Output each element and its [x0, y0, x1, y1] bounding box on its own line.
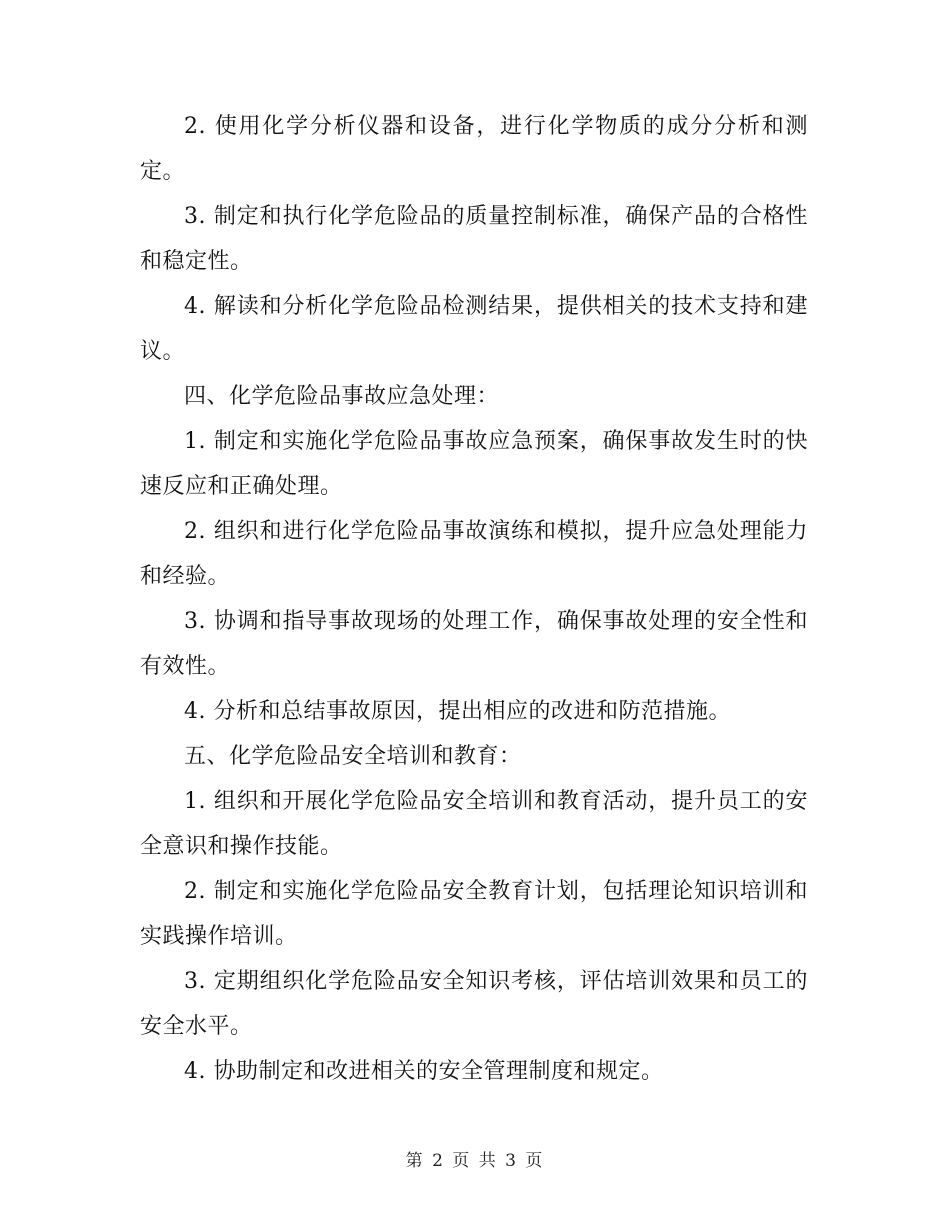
paragraph: 4. 分析和总结事故原因，提出相应的改进和防范措施。 [184, 699, 731, 724]
paragraph: 2. 制定和实施化学危险品安全教育计划，包括理论知识培训和实践操作培训。 [140, 879, 808, 949]
page-footer: 第 2 页 共 3 页 [405, 1151, 545, 1171]
paragraph: 1. 制定和实施化学危险品事故应急预案，确保事故发生时的快速反应和正确处理。 [140, 429, 808, 499]
paragraph: 2. 使用化学分析仪器和设备，进行化学物质的成分分析和测定。 [140, 114, 808, 184]
paragraph: 4. 解读和分析化学危险品检测结果，提供相关的技术支持和建议。 [140, 294, 808, 364]
paragraph: 4. 协助制定和改进相关的安全管理制度和规定。 [184, 1059, 664, 1084]
document-body [140, 104, 808, 1094]
section-heading: 四、化学危险品事故应急处理： [184, 384, 500, 409]
paragraph: 3. 制定和执行化学危险品的质量控制标准，确保产品的合格性和稳定性。 [140, 204, 808, 274]
paragraph: 3. 定期组织化学危险品安全知识考核，评估培训效果和员工的安全水平。 [140, 969, 808, 1039]
section-heading: 五、化学危险品安全培训和教育： [184, 744, 522, 769]
paragraph: 2. 组织和进行化学危险品事故演练和模拟，提升应急处理能力和经验。 [140, 519, 808, 589]
paragraph: 1. 组织和开展化学危险品安全培训和教育活动，提升员工的安全意识和操作技能。 [140, 789, 808, 859]
paragraph: 3. 协调和指导事故现场的处理工作，确保事故处理的安全性和有效性。 [140, 609, 808, 679]
